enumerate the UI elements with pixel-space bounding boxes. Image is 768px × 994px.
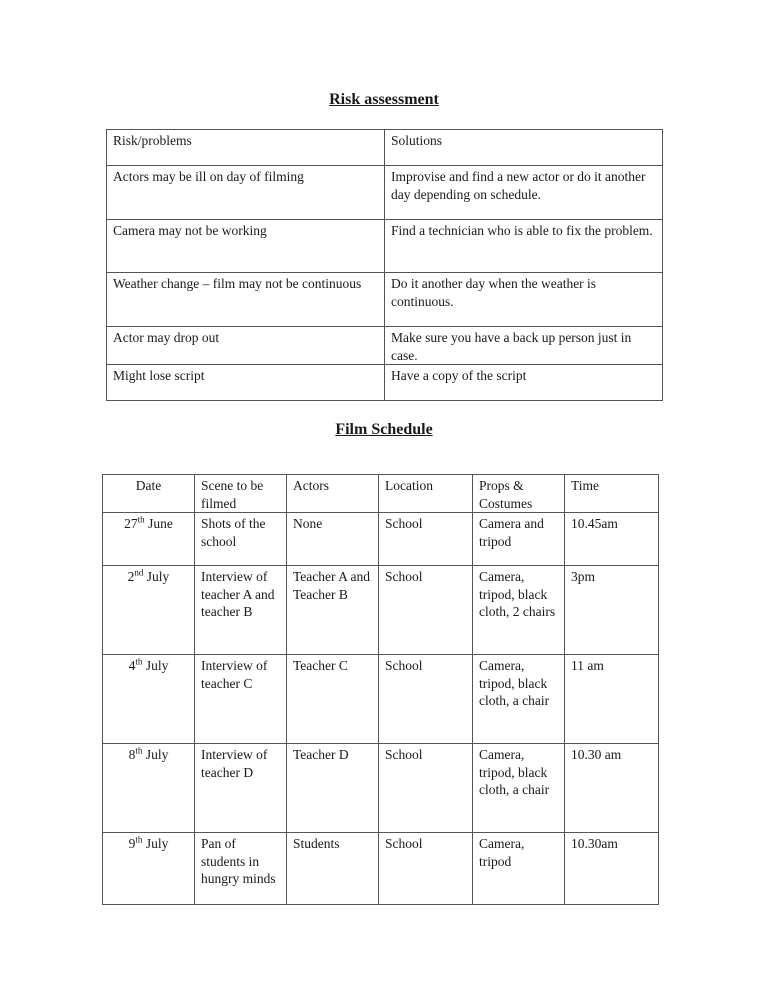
film-schedule-title: Film Schedule [335, 421, 433, 438]
table-row [103, 744, 659, 833]
risk-problem: Camera may not be working [107, 220, 385, 273]
date-day: 2 [127, 569, 135, 585]
risk-problem: Might lose script [107, 365, 385, 401]
date-day: 8 [128, 747, 136, 763]
risk-header-row [107, 130, 663, 166]
risk-solution: Find a technician who is able to fix the problem. [385, 220, 663, 273]
header-scene: Scene to be filmed [195, 475, 287, 513]
header-location: Location [379, 475, 473, 513]
date-month: July [145, 836, 169, 852]
props-cell: Camera, tripod, black cloth, 2 chairs [473, 566, 565, 655]
date-day: 4 [128, 658, 136, 674]
time-cell: 10.45am [565, 513, 659, 566]
actors-cell: None [287, 513, 379, 566]
date-suffix: th [135, 745, 143, 756]
risk-table [106, 129, 663, 401]
date-suffix: nd [134, 567, 144, 578]
table-row [107, 166, 663, 220]
table-row [107, 220, 663, 273]
props-cell: Camera, tripod, black cloth, a chair [473, 655, 565, 744]
date-cell [103, 513, 195, 566]
risk-problem: Actor may drop out [107, 327, 385, 365]
time-cell: 3pm [565, 566, 659, 655]
date-cell [103, 566, 195, 655]
table-row [107, 327, 663, 365]
time-cell: 10.30am [565, 833, 659, 905]
scene-cell: Pan of students in hungry minds [195, 833, 287, 905]
table-row [103, 513, 659, 566]
risk-header-solutions: Solutions [385, 130, 663, 166]
risk-solution: Have a copy of the script [385, 365, 663, 401]
location-cell: School [379, 833, 473, 905]
scene-cell: Interview of teacher C [195, 655, 287, 744]
scene-cell: Shots of the school [195, 513, 287, 566]
risk-solution: Improvise and find a new actor or do it another day depending on schedule. [385, 166, 663, 220]
risk-solution: Do it another day when the weather is continuous. [385, 273, 663, 327]
table-row [107, 273, 663, 327]
date-day: 27 [124, 516, 138, 532]
date-cell [103, 744, 195, 833]
schedule-header-row [103, 475, 659, 513]
location-cell: School [379, 513, 473, 566]
table-row [103, 566, 659, 655]
actors-cell: Teacher A and Teacher B [287, 566, 379, 655]
location-cell: School [379, 744, 473, 833]
location-cell: School [379, 566, 473, 655]
date-month: June [148, 516, 173, 532]
risk-header-problems: Risk/problems [107, 130, 385, 166]
scene-cell: Interview of teacher D [195, 744, 287, 833]
props-cell: Camera, tripod, black cloth, a chair [473, 744, 565, 833]
table-row [103, 655, 659, 744]
date-cell [103, 655, 195, 744]
date-month: July [145, 658, 169, 674]
time-cell: 10.30 am [565, 744, 659, 833]
date-suffix: th [135, 656, 143, 667]
risk-assessment-title: Risk assessment [329, 91, 439, 108]
header-actors: Actors [287, 475, 379, 513]
date-suffix: th [135, 834, 143, 845]
time-cell: 11 am [565, 655, 659, 744]
actors-cell: Students [287, 833, 379, 905]
schedule-table [102, 474, 659, 905]
date-day: 9 [128, 836, 136, 852]
table-row [107, 365, 663, 401]
header-props: Props & Costumes [473, 475, 565, 513]
actors-cell: Teacher C [287, 655, 379, 744]
header-date: Date [103, 475, 195, 513]
props-cell: Camera and tripod [473, 513, 565, 566]
date-suffix: th [137, 514, 145, 525]
table-row [103, 833, 659, 905]
scene-cell: Interview of teacher A and teacher B [195, 566, 287, 655]
props-cell: Camera, tripod [473, 833, 565, 905]
date-month: July [146, 569, 170, 585]
date-month: July [145, 747, 169, 763]
actors-cell: Teacher D [287, 744, 379, 833]
date-cell [103, 833, 195, 905]
risk-problem: Actors may be ill on day of filming [107, 166, 385, 220]
risk-solution: Make sure you have a back up person just in case. [385, 327, 663, 365]
risk-problem: Weather change – film may not be continuous [107, 273, 385, 327]
header-time: Time [565, 475, 659, 513]
location-cell: School [379, 655, 473, 744]
